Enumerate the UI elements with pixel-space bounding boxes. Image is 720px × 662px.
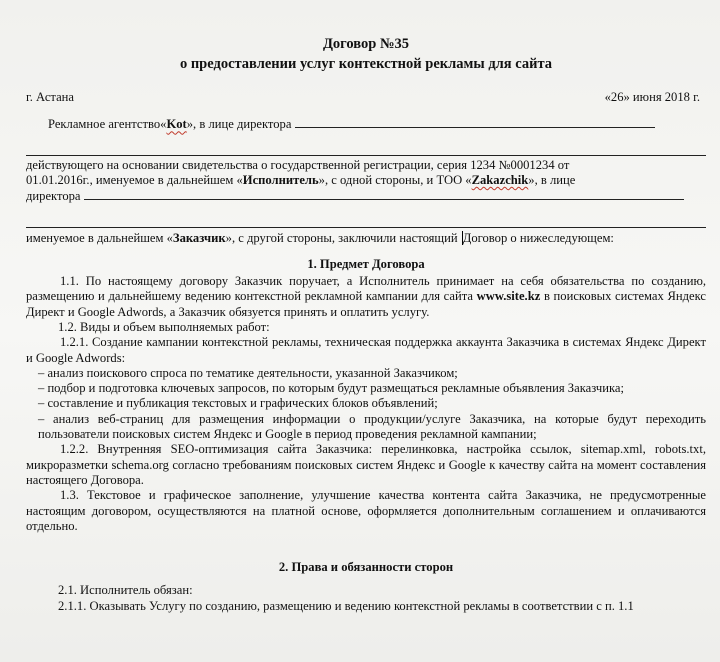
clause-2-1: 2.1. Исполнитель обязан: — [58, 583, 193, 598]
agency-intro-tail: », в лице директора — [186, 117, 292, 132]
director-word: директора — [26, 189, 81, 204]
basis-line-2 — [26, 173, 706, 188]
contract-title: Договор №35 — [322, 36, 410, 52]
site-url: www.site.kz — [476, 289, 541, 304]
work-list-item: – подбор и подготовка ключевых запросов, по которым будут размещаться рекламные объявления Заказчика; — [38, 381, 625, 396]
director-line — [26, 188, 706, 204]
clause-2-1-1: 2.1.1. Оказывать Услугу по созданию, размещению и ведению контекстной рекламы в соответствии с п. 1.1 — [58, 598, 634, 613]
blank-line-full-1 — [26, 141, 706, 156]
director-blank-line-2 — [84, 188, 684, 200]
clause-1-1 — [26, 274, 706, 320]
director-blank-line — [295, 116, 655, 128]
section-2-heading: 2. Права и обязанности сторон — [278, 560, 454, 575]
final-text-a: именуемое в дальнейшем « — [26, 231, 173, 246]
parties-final-line — [26, 231, 706, 246]
clause-1-2-2: 1.2.2. Внутренняя SEO-оптимизация сайта Заказчика: перелинковка, настройка ссылок, sitemap.xml, robots.txt, микроразметки schema.org согласно требованиям поисковых систем Яндекс и Google к качеству сайта на момент составления настоящего Договора. — [26, 442, 706, 487]
work-list-item: – анализ веб-страниц для размещения информации о продукции/услуге Заказчика, на которые будут переходить пользователи поисковых систем Яндекс и Google в период проведения рекламной кампании; — [38, 411, 706, 442]
contract-date: «26» июня 2018 г. — [604, 90, 700, 104]
clause-1-2-1: 1.2.1. Создание кампании контекстной рекламы, техническая поддержка аккаунта Заказчика в системах Яндекс Директ и Google Adwords: — [26, 335, 706, 365]
work-list — [26, 366, 706, 442]
agency-intro-text: Рекламное агентство« — [48, 117, 167, 132]
basis-line-1: действующего на основании свидетельства о государственной регистрации, серия 1234 №0001234 от — [26, 157, 570, 172]
clause-1-3: 1.3. Текстовое и графическое заполнение, улучшение качества контента сайта Заказчика, не предусмотренные настоящим договором, осуществляются на платной основе, оформляется дополнительным соглашением и оплачиваются отдельно. — [26, 488, 706, 533]
blank-line-full-2 — [26, 213, 706, 228]
clause-1-2: 1.2. Виды и объем выполняемых работ: — [58, 319, 270, 334]
final-text-b: », с другой стороны, заключили настоящий — [225, 231, 461, 246]
place-date-row — [26, 90, 706, 105]
clause-1-1-tail: в поисковых системах Яндекс Директ и Google Adwords, а Заказчик обязуется принять и оплатить услугу. — [26, 289, 706, 319]
contract-subtitle: о предоставлении услуг контекстной рекламы для сайта — [179, 56, 553, 72]
client-name: Zakazchik — [471, 172, 529, 187]
agency-name: Kot — [166, 117, 187, 132]
final-text-c: Договор о нижеследующем: — [462, 231, 614, 246]
clause-1-1-text: 1.1. По настоящему договору Заказчик поручает, а Исполнитель принимает на себя обязательства по созданию, размещению и дальнейшему ведению контекстной рекламной кампании для сайта — [26, 274, 706, 304]
work-list-item: – анализ поискового спроса по тематике деятельности, указанной Заказчиком; — [38, 365, 458, 380]
client-word: Заказчик — [172, 231, 226, 246]
executor-word: Исполнитель — [242, 172, 319, 187]
city: г. Астана — [26, 90, 74, 104]
agency-intro — [26, 116, 706, 132]
basis-text-c: », в лице — [528, 172, 576, 187]
work-list-item: – составление и публикация текстовых и графических блоков объявлений; — [38, 396, 438, 411]
basis-text-b: », с одной стороны, и ТОО « — [318, 172, 472, 187]
section-1-heading: 1. Предмет Договора — [307, 256, 425, 271]
basis-text-a: 01.01.2016г., именуемое в дальнейшем « — [26, 172, 243, 187]
